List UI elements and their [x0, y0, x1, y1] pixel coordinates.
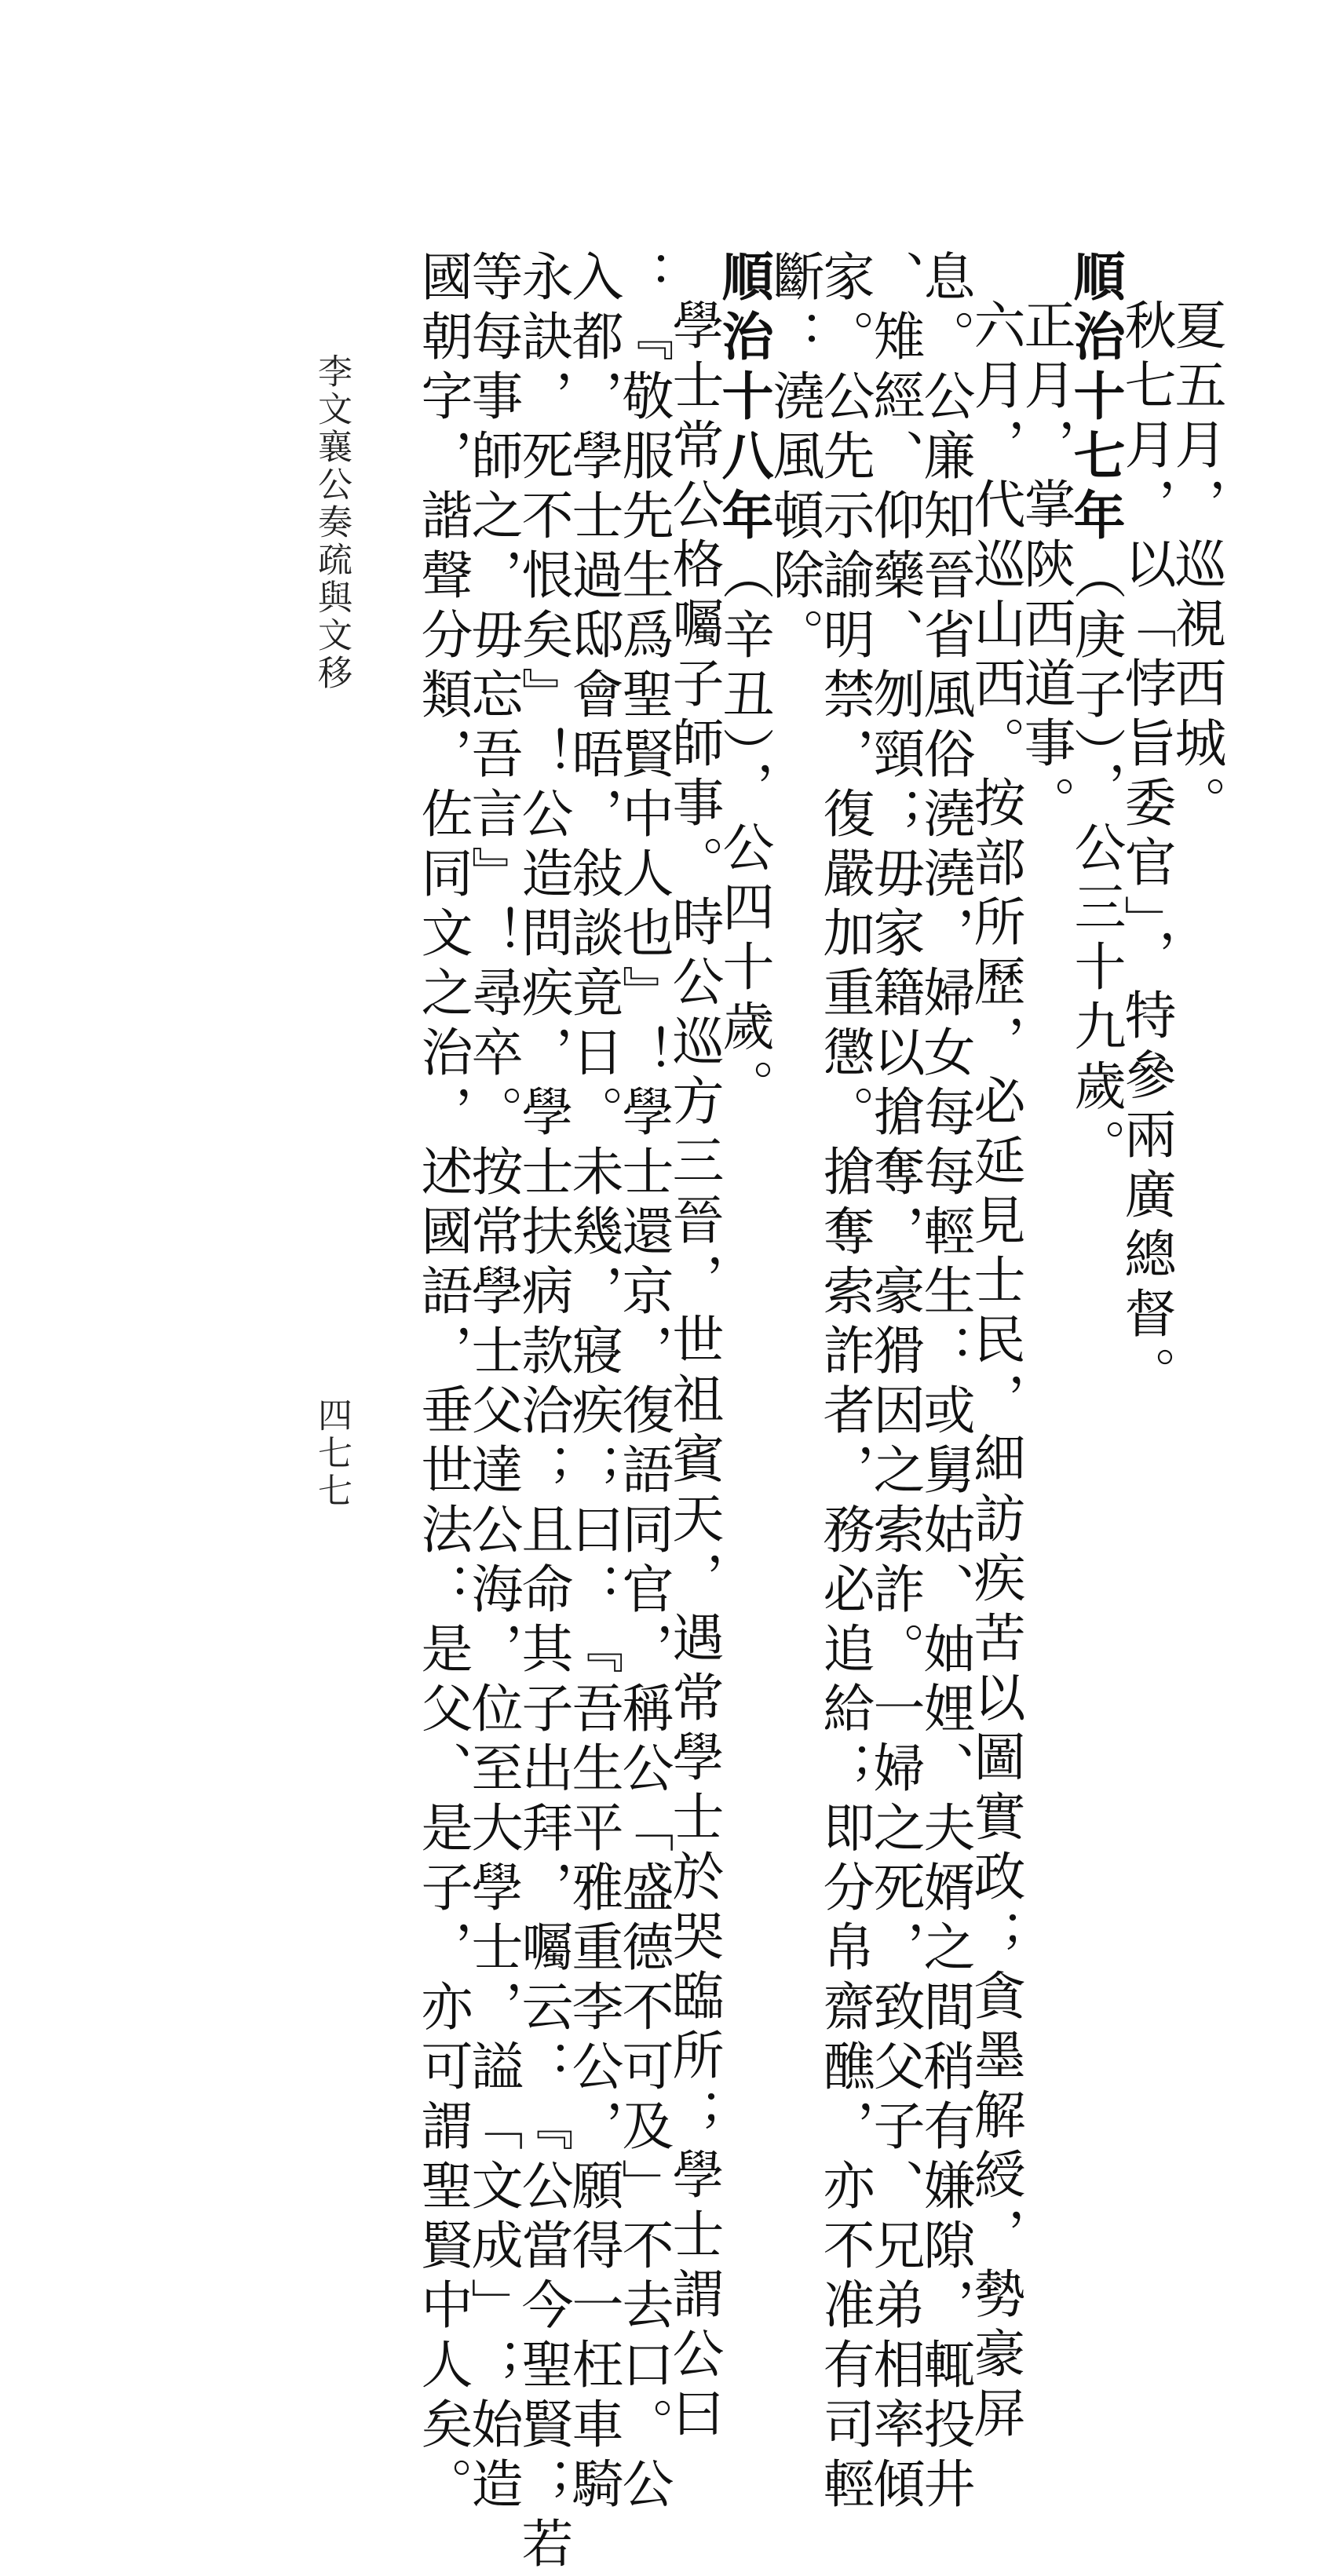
text-column-5	[965, 298, 1025, 2446]
text-column-14	[513, 250, 573, 2576]
folio-number: 四七七	[312, 1397, 352, 1510]
text-column-11	[663, 298, 724, 2446]
text-column-9	[764, 250, 824, 667]
column-text: 正月，掌陝西道事。	[1015, 298, 1076, 835]
column-text: 學士常公格囑子師事。時公巡方三晉，世祖賓天，遇常學士於哭臨所；學士謂公曰	[663, 298, 724, 2446]
column-text: 斷：澆風頓除。	[764, 250, 824, 667]
running-title: 李文襄公奏疏與文移	[312, 353, 352, 692]
column-text: 國朝字，諧聲分類，佐同文之治，述國語，垂世法：是父、是子，亦可謂聖賢中人矣。	[412, 250, 473, 2516]
text-column-1	[1166, 298, 1226, 835]
text-column-13	[563, 250, 623, 2516]
text-column-2	[1116, 298, 1176, 1406]
text-column-6	[915, 250, 975, 2516]
column-text: 入都，學士過邸會晤，敍談竟日。未幾，寢疾；曰：『吾生平雅重李公，願得一枉車騎	[563, 250, 623, 2516]
column-text: ：『敬服先生爲聖賢中人也』！學士還京，復語同官，稱公「盛德不可及」不去口。公	[613, 250, 674, 2516]
column-text: 息。公廉知晉省風俗澆澆，婦女每每輕生：或舅姑、妯娌、夫婿之間稍有嫌隙，輒投井	[915, 250, 975, 2516]
text-column-3	[1065, 250, 1126, 1178]
column-text: （辛丑），公四十歲。	[714, 548, 774, 1118]
column-text: 秋七月，以「悖旨委官」，特參兩廣總督。	[1116, 298, 1176, 1406]
text-column-8	[814, 250, 875, 2516]
year-heading: 順治十七年	[1065, 250, 1126, 548]
text-column-7	[864, 250, 925, 2516]
column-text: 等每事師之，毋忘吾言』！尋卒。按常學士父達公海，位至大學士，謚「文成」；始造	[462, 250, 523, 2516]
text-column-16	[412, 250, 473, 2516]
column-text: 夏五月，巡視西城。	[1166, 298, 1226, 835]
column-text: 家。公先示諭明禁，復嚴加重懲。搶奪索詐者，務必追給；即分帛齋醮，亦不准有司輕	[814, 250, 875, 2516]
column-text: 六月，代巡山西。按部所歷，必延見士民，細訪疾苦以圖實政；貪墨解綬，勢豪屏	[965, 298, 1025, 2446]
year-heading: 順治十八年	[713, 250, 774, 548]
column-text: 永訣，死不恨矣』！公造問疾，學士扶病款洽；且命其子出拜，囑云：『公當今聖賢；若	[513, 250, 573, 2576]
column-text: （庚子），公三十九歲。	[1065, 548, 1126, 1178]
text-column-15	[462, 250, 523, 2516]
text-column-10	[713, 250, 774, 1118]
text-column-4	[1015, 298, 1076, 835]
column-text: 、雉經、仰藥、刎頸；毋家籍以搶奪，豪猾因之索詐。一婦之死，致父子、兄弟相率傾	[864, 250, 925, 2516]
text-column-12	[613, 250, 674, 2516]
